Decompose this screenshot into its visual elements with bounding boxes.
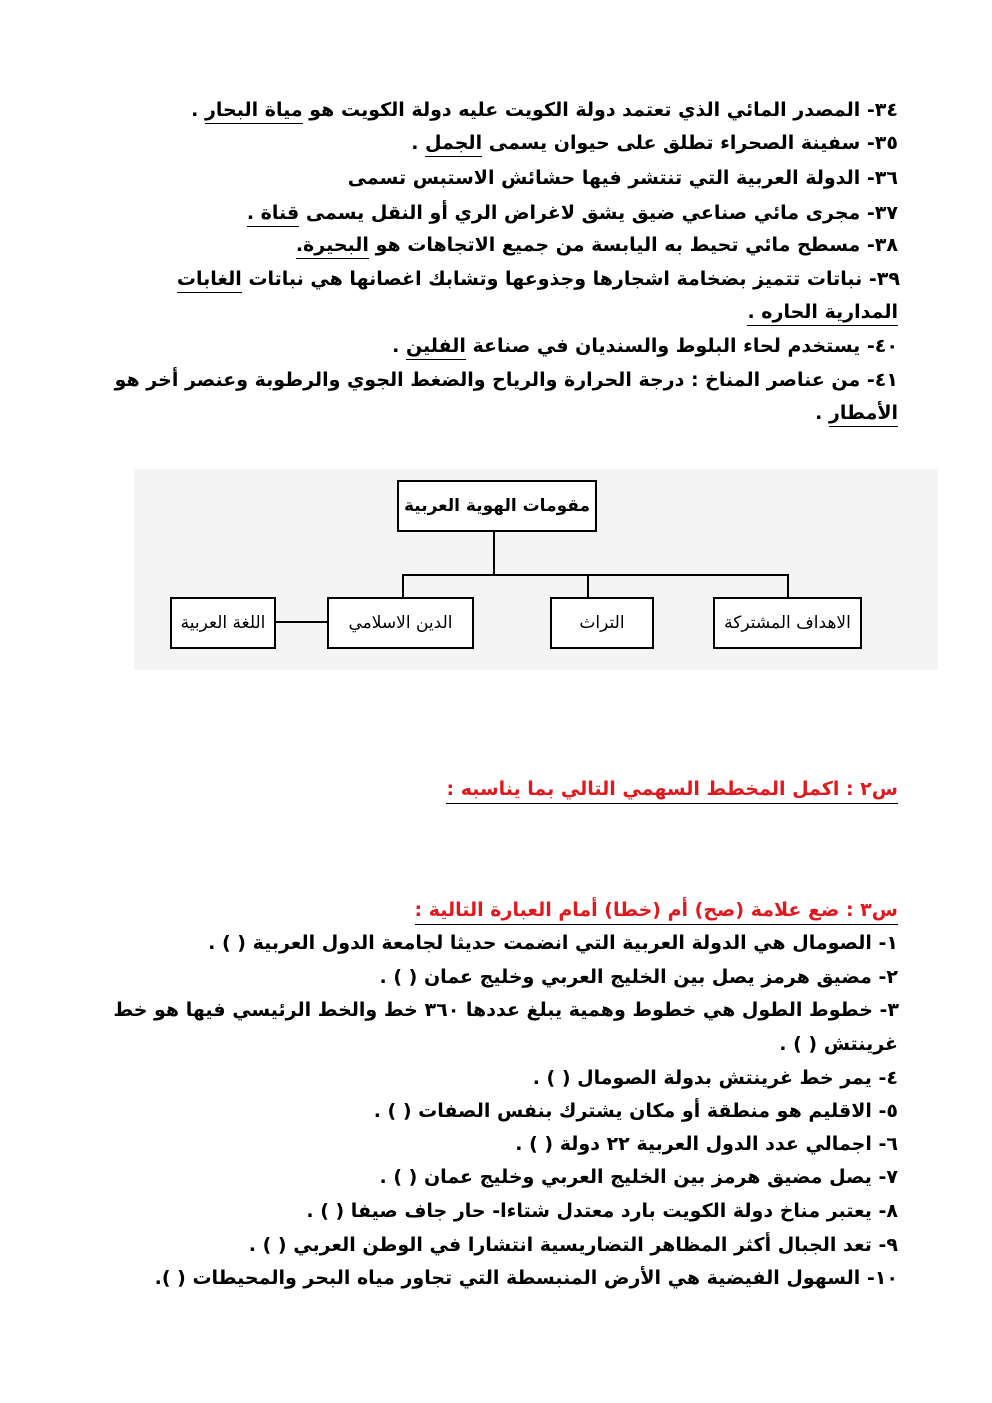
q1-item-41-text: ٤١- من عناصر المناخ : درجة الحرارة والرياح والضغط الجوي والرطوبة وعنصر أخر هو (114, 369, 898, 391)
q1-item-39-cont (747, 297, 898, 327)
q3-item-5: ٥- الاقليم هو منطقة أو مكان يشترك بنفس الصفات ( ) . (373, 1100, 898, 1122)
q1-item-40 (392, 331, 898, 361)
diagram-child-1-label: الاهداف المشتركة (724, 613, 851, 633)
diagram-root-box (397, 480, 597, 532)
q1-item-34-text: ٣٤- المصدر المائي الذي تعتمد دولة الكويت عليه دولة الكويت هو (309, 99, 898, 121)
q1-item-36-text: ٣٦- الدولة العربية التي تنتشر فيها حشائش الاستبس تسمى (347, 167, 898, 189)
q1-item-39-answer: الغابات (177, 268, 242, 293)
q3-title-text: س٣ : ضع علامة (صح) أم (خطا) أمام العبارة التالية : (415, 899, 898, 925)
q1-item-41-answer: الأمطار (829, 402, 898, 427)
q1-item-35-answer: الجمل (425, 132, 482, 157)
q1-item-34-answer: مياة البحار (205, 99, 303, 124)
q3-item-4: ٤- يمر خط غرينتش بدولة الصومال ( ) . (532, 1067, 898, 1089)
q1-item-40-end: . (392, 335, 406, 357)
q1-item-39-text: ٣٩- نباتات تتميز بضخامة اشجارها وجذوعها وتشابك اغصانها هي نباتات (248, 268, 900, 290)
q3-item-10: ١٠- السهول الفيضية هي الأرض المنبسطة التي تجاور مياه البحر والمحيطات ( ). (154, 1267, 898, 1289)
q3-item-9: ٩- تعد الجبال أكثر المظاهر التضاريسية انتشارا في الوطن العربي ( ) . (248, 1234, 898, 1256)
diagram-link-4 (274, 621, 330, 623)
q1-item-41-end: . (815, 402, 829, 424)
q2-title (446, 774, 898, 804)
diagram-child-2-label: التراث (579, 613, 625, 633)
q1-item-41 (115, 365, 898, 395)
diagram-drop-2 (587, 574, 589, 599)
q3-item-2: ٢- مضيق هرمز يصل بين الخليج العربي وخليج عمان ( ) . (379, 966, 898, 988)
q1-item-34-end: . (191, 99, 205, 121)
q3-item-7: ٧- يصل مضيق هرمز بين الخليج العربي وخليج عمان ( ) . (379, 1166, 898, 1188)
q1-item-37-answer: قناة . (247, 202, 299, 227)
diagram-child-4-label: اللغة العربية (180, 613, 266, 633)
q1-item-40-text: ٤٠- يستخدم لحاء البلوط والسنديان في صناعة (472, 335, 898, 357)
diagram-child-4 (170, 597, 276, 649)
q3-item-8: ٨- يعتبر مناخ دولة الكويت بارد معتدل شتاءا- حار جاف صيفا ( ) . (306, 1200, 898, 1222)
q1-item-34 (191, 95, 898, 125)
diagram-child-1 (713, 597, 862, 649)
q1-item-39-answer-cont: المدارية الحاره . (747, 301, 898, 326)
q1-item-41-cont (815, 398, 898, 428)
diagram-stem (493, 531, 495, 576)
q3-item-1: ١- الصومال هي الدولة العربية التي انضمت حديثا لجامعة الدول العربية ( ) . (208, 932, 898, 954)
q3-item-3-cont: غرينتش ( ) . (779, 1033, 898, 1055)
q1-item-38-text: ٣٨- مسطح مائي تحيط به اليابسة من جميع الاتجاهات هو (368, 234, 898, 256)
diagram-hbar (402, 574, 789, 576)
diagram-child-3-label: الدين الاسلامي (348, 613, 453, 633)
diagram-child-3 (327, 597, 474, 649)
q1-item-38-answer: البحيرة. (296, 234, 369, 259)
q1-item-36 (348, 163, 898, 193)
diagram-child-2 (550, 597, 654, 649)
q1-item-37-text: ٣٧- مجرى مائي صناعي ضيق يشق لاغراض الري أو النقل يسمى (299, 202, 898, 224)
q3-item-6: ٦- اجمالي عدد الدول العربية ٢٢ دولة ( ) . (515, 1133, 898, 1155)
diagram-drop-3 (402, 574, 404, 599)
q1-item-37 (247, 198, 898, 228)
q1-item-38 (296, 230, 898, 260)
q1-item-35-text: ٣٥- سفينة الصحراء تطلق على حيوان يسمى (488, 132, 898, 154)
q1-item-39 (177, 264, 900, 294)
q3-title (415, 895, 898, 925)
q1-item-35-end: . (411, 132, 426, 154)
q1-item-40-answer: الفلين (406, 335, 466, 360)
diagram-root-label: مقومات الهوية العربية (403, 496, 591, 516)
diagram-drop-1 (787, 574, 789, 599)
q1-item-35 (411, 128, 898, 158)
q3-item-3: ٣- خطوط الطول هي خطوط وهمية يبلغ عددها ٣٦٠ خط والخط الرئيسي فيها هو خط (113, 999, 899, 1021)
q2-title-text: س٢ : اكمل المخطط السهمي التالي بما يناسبه : (446, 778, 898, 804)
